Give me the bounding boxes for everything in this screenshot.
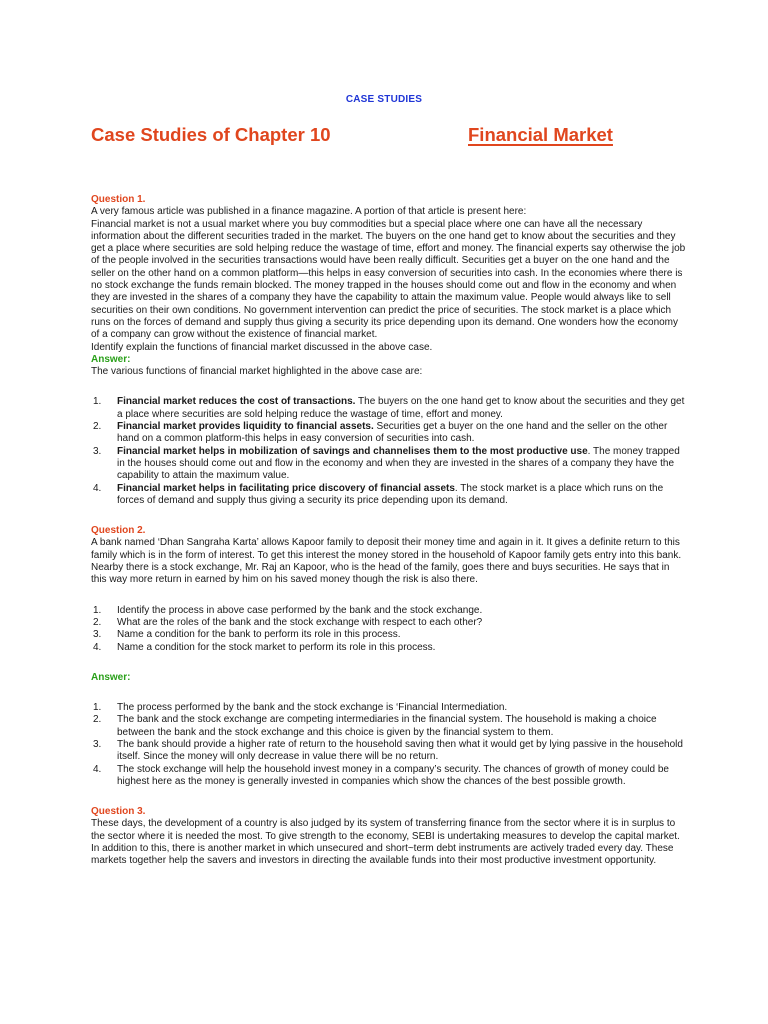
answer-1-heading: Answer: [91, 353, 131, 365]
list-item: 1. Identify the process in above case performed by the bank and the stock exchange. [93, 604, 483, 616]
section-label: CASE STUDIES [345, 94, 423, 105]
question-1-passage: Financial market is not a usual market where you buy commodities but a special place where one can have all the necessary information about the different securities traded in the market. The buyers on the one hand get to know about the securities and they get a place where securities are sold helping reduce the wastage of time, effort and money. The financial experts say otherwise the job of the people involved in the securities transactions would have been really difficult. Securities get a buyer on the one hand and the seller on the other hand on a common platform—this helps in easy conversion of securities into cash. In the economies where there is no stock exchange the funds remain blocked. The money trapped in the houses should come out and flow in the economy and when they are invested in the shares of a company they have the capability to attain the maximum value. People would always like to sell securities on their own conditions. No government intervention can predict the price of securities. The stock market is a place which runs on the forces of demand and supply thus giving a security its price depending upon its demand. One wonders how the economy of a company can grow without the existence of financial market. [91, 218, 686, 341]
answer-2-list [91, 702, 686, 788]
list-item: 3. Financial market helps in mobilization of savings and channelises them to the most productive use. The money trapped in the houses should come out and flow in the economy and when they are invested in the shares of a company they have the capability to attain the maximum value. [93, 445, 680, 482]
topic-title: Financial Market [468, 124, 613, 145]
answer-2-heading: Answer: [91, 671, 131, 683]
question-3-heading: Question 3. [91, 806, 146, 818]
question-1-intro: A very famous article was published in a finance magazine. A portion of that article is present here: [91, 206, 527, 218]
list-item: 1. The process performed by the bank and the stock exchange is ‘Financial Intermediation. [93, 702, 508, 714]
question-1-prompt: Identify explain the functions of financial market discussed in the above case. [91, 341, 433, 353]
chapter-title: Case Studies of Chapter 10 [91, 124, 331, 145]
list-item: 2. What are the roles of the bank and the stock exchange with respect to each other? [93, 616, 483, 628]
question-2-heading: Question 2. [91, 525, 146, 537]
document-body [91, 194, 686, 868]
list-item: 4. The stock exchange will help the household invest money in a company’s security. The chances of growth of money could be highest here as the money is generally invested in companies which show the chances of the best possible growth. [93, 763, 669, 787]
list-item: 4. Financial market helps in facilitating price discovery of financial assets. The stock market is a place which runs on the forces of demand and supply thus giving a security its price depending upon its demand. [93, 482, 664, 506]
list-item: 2. Financial market provides liquidity to financial assets. Securities get a buyer on the one hand and the seller on the other hand on a common platform-this helps in easy conversion of securities into cash. [93, 421, 668, 445]
answer-1-intro: The various functions of financial market highlighted in the above case are: [91, 366, 423, 378]
question-3-passage: These days, the development of a country is also judged by its system of transferring finance from the sector where it is in surplus to the sector where it is needed the most. To give strength to the economy, SEBI is undertaking measures to develop the capital market. In addition to this, there is another market in which unsecured and short~term debt instruments are actively traded every day. These markets together help the savers and investors in directing the available funds into their most productive investment opportunity. [91, 818, 680, 867]
list-item: 4. Name a condition for the stock market to perform its role in this process. [93, 641, 436, 653]
list-item: 2. The bank and the stock exchange are competing intermediaries in the financial system. The household is making a choice between the bank and the stock exchange and this choice is given by the financial system to them. [93, 714, 657, 738]
answer-1-list [91, 396, 686, 507]
question-2-passage: A bank named ‘Dhan Sangraha Karta’ allows Kapoor family to deposit their money time and again in it. It gives a definite return to this family which is in the form of interest. To get this interest the money stored in the household of Kapoor family gets entry into this bank. Nearby there is a stock exchange, Mr. Raj an Kapoor, who is the head of the family, goes there and buys securities. He says that in this way more return in earned by him on his saved money though the risk is also there. [91, 537, 682, 586]
list-item: 3. The bank should provide a higher rate of return to the household saving then what it would get by lying passive in the household itself. Since the money will only decrease in value there will be no return. [93, 738, 683, 763]
question-2-list [91, 605, 686, 654]
list-item: 3. Name a condition for the bank to perform its role in this process. [93, 629, 401, 641]
question-1-heading: Question 1. [91, 194, 146, 205]
list-item: 1. Financial market reduces the cost of transactions. The buyers on the one hand get to know about the securities and they get a place where securities are sold helping reduce the wastage of time, effort and money. [93, 396, 685, 420]
